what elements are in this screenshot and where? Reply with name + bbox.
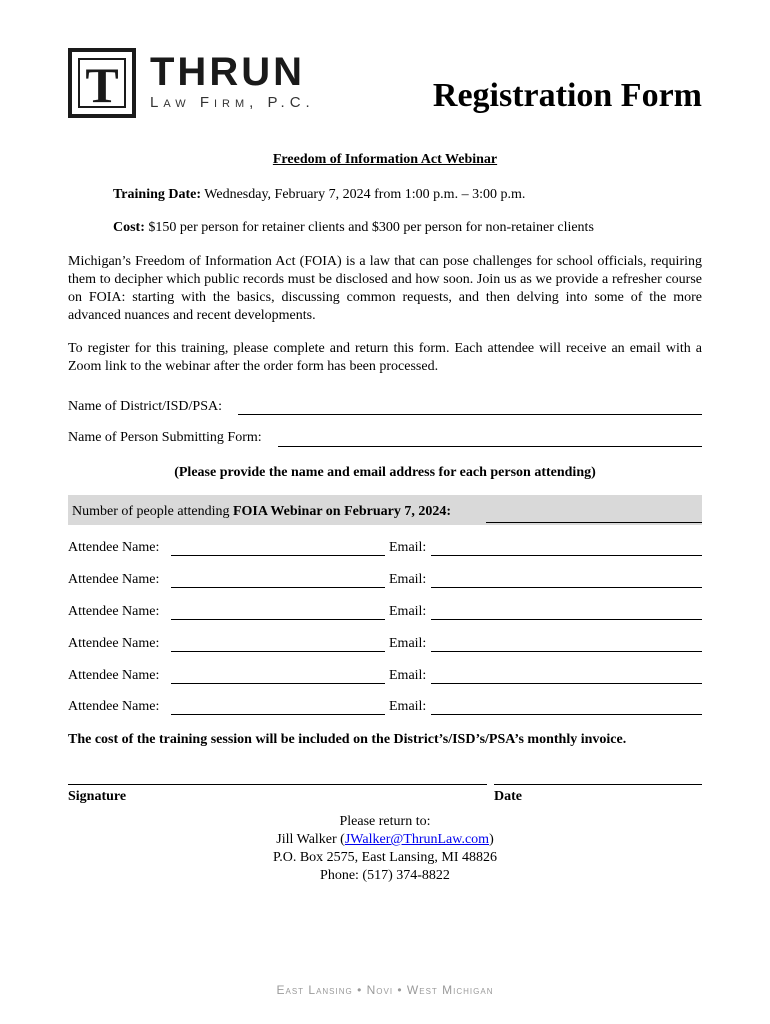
attendee-row (68, 667, 702, 691)
attendee-email-label: Email: (389, 540, 427, 555)
attendee-name-input[interactable] (171, 700, 385, 715)
attendee-note: (Please provide the name and email address for each person attending) (174, 465, 596, 480)
logo-letter: T (85, 57, 119, 113)
signature-label: Signature (68, 789, 127, 804)
attendee-row (68, 603, 702, 627)
firm-name: THRUN (150, 50, 305, 94)
firm-subtitle: Law Firm, P.C. (150, 94, 315, 111)
attendee-email-input[interactable] (431, 700, 702, 715)
attendee-email-input[interactable] (431, 605, 702, 620)
attendee-email-input[interactable] (431, 541, 702, 556)
attendee-count-input[interactable] (486, 508, 702, 523)
attendee-row (68, 539, 702, 563)
attendee-name-input[interactable] (171, 669, 385, 684)
training-cost-value: $150 per person for retainer clients and $300 per person for non-retainer clients (148, 220, 594, 235)
attendee-email-label: Email: (389, 604, 427, 619)
attendee-email-label: Email: (389, 699, 427, 714)
description-paragraph: Michigan’s Freedom of Information Act (FOIA) is a law that can pose challenges for school officials, requiring them to decipher which public records must be disclosed and how soon. Join us as we provide a refresher course on FOIA: starting with the basics, discussing common requests, and then delving into some of the more advanced nuances and recent developments. (68, 254, 702, 323)
return-heading: Please return to: (339, 814, 431, 829)
contact-email-link[interactable]: JWalker@ThrunLaw.com (344, 832, 490, 847)
training-cost-label: Cost: (113, 220, 145, 235)
webinar-subtitle: Freedom of Information Act Webinar (272, 152, 498, 167)
attendee-email-input[interactable] (431, 669, 702, 684)
return-address: P.O. Box 2575, East Lansing, MI 48826 (273, 850, 497, 865)
attendee-name-label: Attendee Name: (68, 572, 160, 587)
attendee-name-input[interactable] (171, 541, 385, 556)
attendee-name-label: Attendee Name: (68, 699, 160, 714)
attendee-name-label: Attendee Name: (68, 540, 160, 555)
attendee-name-label: Attendee Name: (68, 636, 160, 651)
attendee-name-input[interactable] (171, 637, 385, 652)
attendee-email-input[interactable] (431, 573, 702, 588)
attendee-count-prefix: Number of people attending (72, 504, 233, 519)
attendee-count-label (72, 503, 451, 521)
footer-locations: East Lansing • Novi • West Michigan (276, 983, 494, 997)
instructions-paragraph: To register for this training, please complete and return this form. Each attendee will receive an email with a Zoom link to the webinar after the order form has been processed. (68, 341, 702, 374)
date-input[interactable] (494, 770, 702, 785)
logo-mark (68, 48, 136, 118)
attendee-name-label: Attendee Name: (68, 604, 160, 619)
submitter-input[interactable] (278, 432, 702, 447)
contact-close: ) (489, 832, 494, 847)
attendee-name-label: Attendee Name: (68, 668, 160, 683)
attendee-count-event: FOIA Webinar on February 7, 2024: (232, 504, 452, 519)
return-phone: Phone: (517) 374-8822 (320, 868, 450, 883)
date-label: Date (494, 789, 522, 804)
attendee-email-label: Email: (389, 572, 427, 587)
page-title: Registration Form (432, 77, 702, 114)
attendee-row (68, 571, 702, 595)
attendee-email-label: Email: (389, 668, 427, 683)
contact-name: Jill Walker ( (276, 832, 345, 847)
invoice-note: The cost of the training session will be included on the District’s/ISD’s/PSA’s monthly invoice. (68, 732, 627, 747)
training-date (113, 186, 525, 204)
training-date-label: Training Date: (113, 187, 202, 202)
training-date-value: Wednesday, February 7, 2024 from 1:00 p.m. – 3:00 p.m. (204, 187, 526, 202)
training-cost (113, 219, 594, 237)
attendee-row (68, 698, 702, 722)
district-input[interactable] (238, 400, 702, 415)
attendee-row (68, 635, 702, 659)
district-label: Name of District/ISD/PSA: (68, 399, 222, 414)
submitter-label: Name of Person Submitting Form: (68, 430, 262, 445)
attendee-email-label: Email: (389, 636, 427, 651)
attendee-count-row (68, 495, 702, 525)
signature-input[interactable] (68, 770, 487, 785)
return-contact (0, 831, 770, 849)
attendee-email-input[interactable] (431, 637, 702, 652)
attendee-name-input[interactable] (171, 605, 385, 620)
attendee-name-input[interactable] (171, 573, 385, 588)
